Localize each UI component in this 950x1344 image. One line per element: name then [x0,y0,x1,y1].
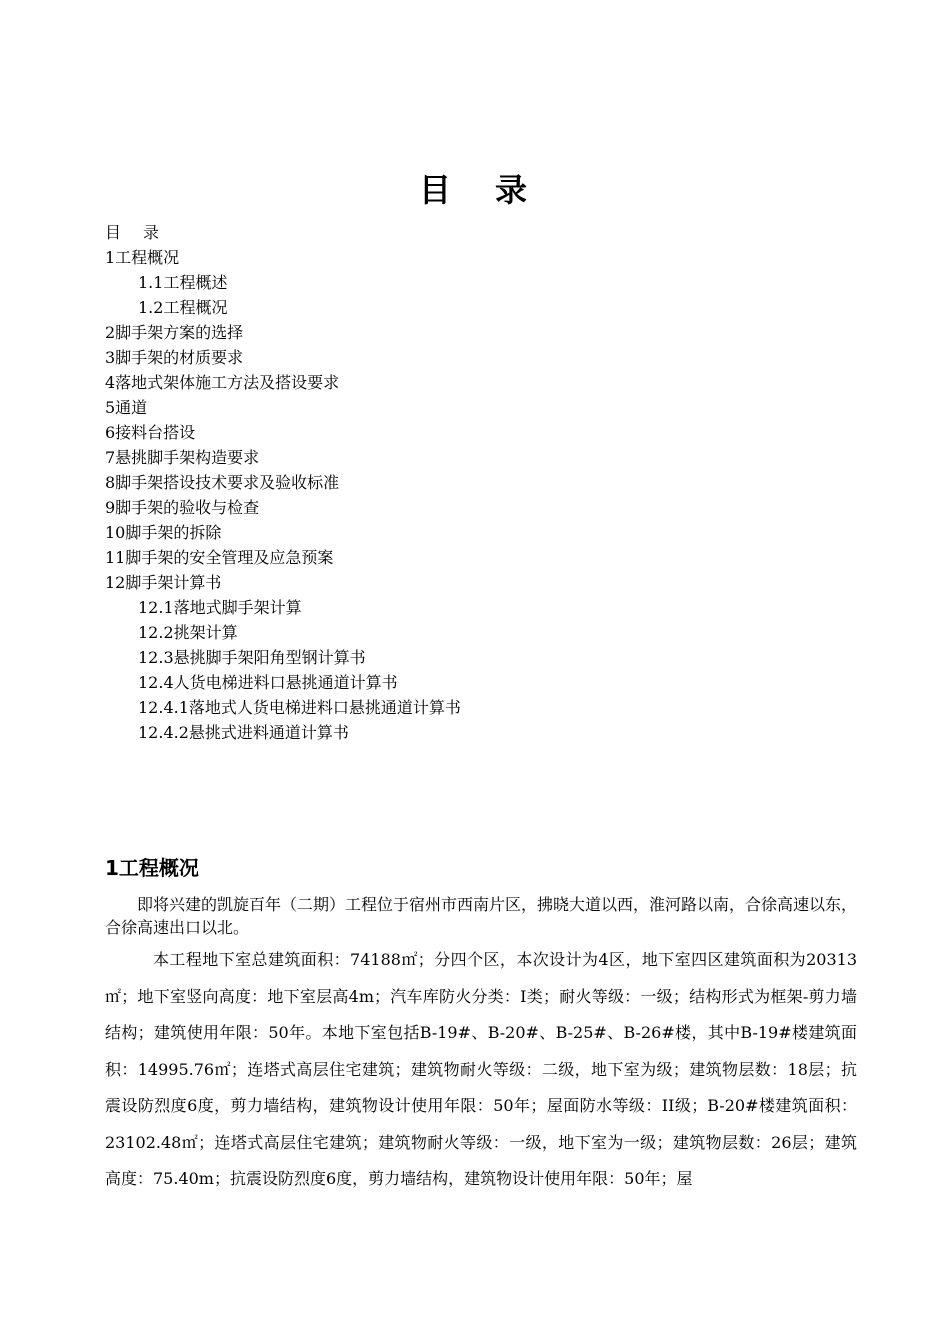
toc-entry[interactable]: 12.4.2悬挑式进料通道计算书 [138,723,349,742]
toc-list [105,245,865,745]
toc-entry[interactable]: 10脚手架的拆除 [105,523,222,542]
toc-entry[interactable]: 7悬挑脚手架构造要求 [105,448,260,467]
section-heading: 1工程概况 [105,856,199,880]
toc-entry[interactable]: 11脚手架的安全管理及应急预案 [105,548,334,567]
toc-entry[interactable]: 1.2工程概况 [138,298,228,317]
toc-entry[interactable]: 9脚手架的验收与检查 [105,498,260,517]
toc-entry[interactable]: 12.2挑架计算 [138,623,238,642]
body-paragraph: 即将兴建的凯旋百年（二期）工程位于宿州市西南片区，拂晓大道以西，淮河路以南，合徐高速以东，合徐高速出口以北。 [105,895,858,937]
toc-entry[interactable]: 3脚手架的材质要求 [105,348,244,367]
title-char-1: 目 [418,171,455,209]
page-title [0,165,950,211]
toc-entry[interactable]: 12.1落地式脚手架计算 [138,598,302,617]
toc-entry[interactable]: 2脚手架方案的选择 [105,323,244,342]
toc-entry[interactable]: 1工程概况 [105,248,180,267]
toc-entry[interactable]: 12脚手架计算书 [105,573,222,592]
toc-entry[interactable]: 8脚手架搭设技术要求及验收标准 [105,473,340,492]
body-paragraph: 本工程地下室总建筑面积：74188㎡；分四个区，本次设计为4区，地下室四区建筑面积为20313㎡；地下室竖向高度：地下室层高4m；汽车库防火分类：I类；耐火等级：一级；结构形式为框架-剪力墙结构；建筑使用年限：50年。本地下室包括B-19#、B-20#、B-25#、B-26#楼，其中B-19#楼建筑面积：14995.76㎡；连塔式高层住宅建筑；建筑物耐火等级：二级，地下室为级；建筑物层数：18层；抗震设防烈度6度，剪力墙结构，建筑物设计使用年限：50年；屋面防水等级：II级；B-20#楼建筑面积：23102.48㎡；连塔式高层住宅建筑；建筑物耐火等级：一级，地下室为一级；建筑物层数：26层；建筑高度：75.40m；抗震设防烈度6度，剪力墙结构，建筑物设计使用年限：50年；屋 [105,950,857,1188]
toc-entry[interactable]: 12.4人货电梯进料口悬挑通道计算书 [138,673,398,692]
toc-entry[interactable]: 12.3悬挑脚手架阳角型钢计算书 [138,648,366,667]
table-of-contents [105,220,865,745]
toc-entry[interactable]: 6接料台搭设 [105,423,196,442]
toc-heading: 目 录 [105,223,160,242]
title-char-2: 录 [495,171,532,209]
toc-entry[interactable]: 5通道 [105,398,148,417]
toc-entry[interactable]: 1.1工程概述 [138,273,228,292]
toc-entry[interactable]: 12.4.1落地式人货电梯进料口悬挑通道计算书 [138,698,461,717]
toc-entry[interactable]: 4落地式架体施工方法及搭设要求 [105,373,340,392]
